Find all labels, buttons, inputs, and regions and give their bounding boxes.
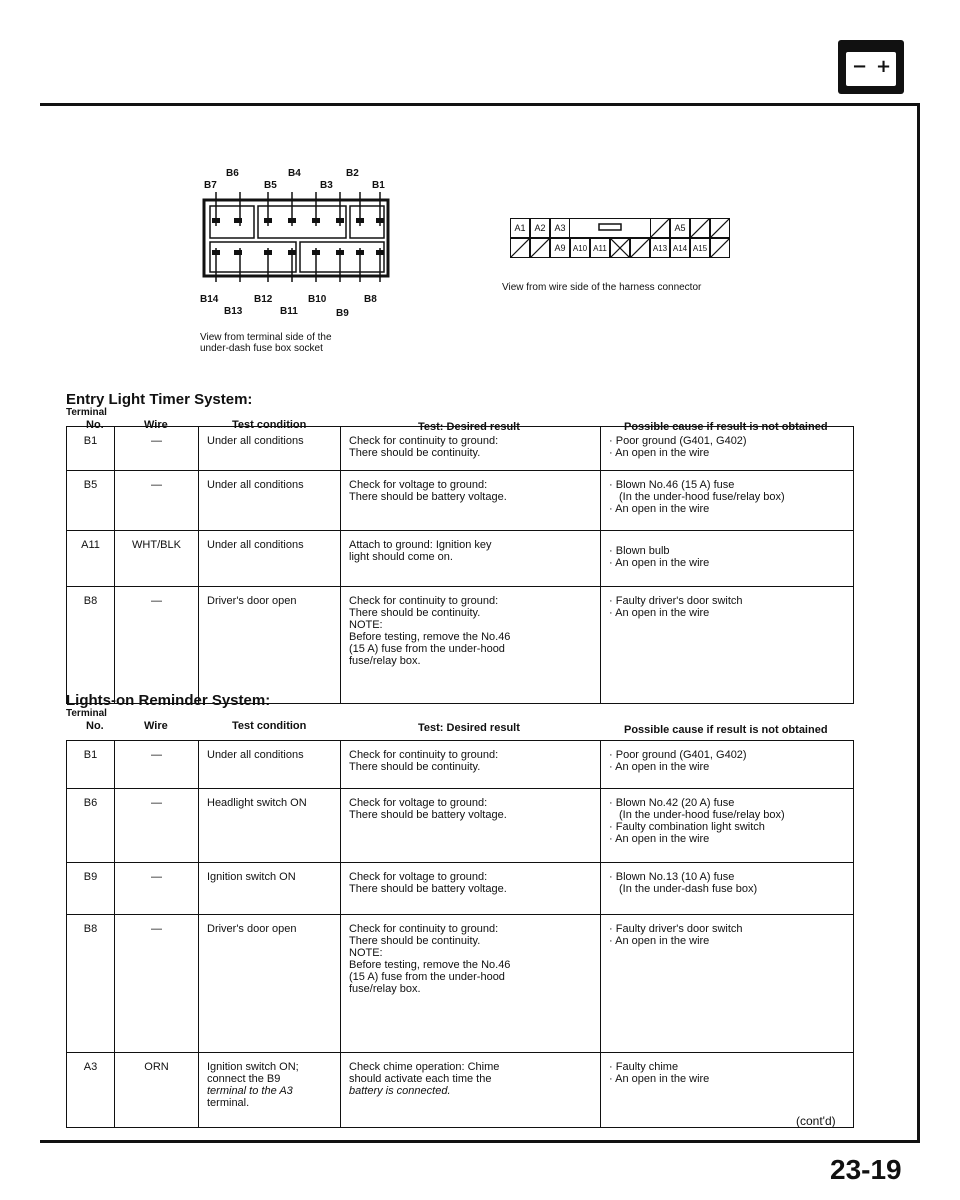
pin-label: B6 xyxy=(226,168,239,179)
pin-label: B9 xyxy=(336,308,349,319)
cell-cause: · Faulty chime · An open in the wire xyxy=(601,1053,853,1127)
table-row xyxy=(67,741,853,789)
cell-condition: Driver's door open xyxy=(199,587,341,703)
plus-icon: + xyxy=(876,56,892,77)
harness-connector-diagram xyxy=(502,218,770,298)
bottom-rule xyxy=(40,1140,920,1143)
cell-no: B1 xyxy=(67,427,115,470)
cell-no: B5 xyxy=(67,471,115,530)
pin-label: B13 xyxy=(224,306,243,317)
latch-icon xyxy=(598,223,622,233)
cell-cause: · Blown bulb · An open in the wire xyxy=(601,531,853,586)
pin-cell: A5 xyxy=(670,218,690,238)
pin-label: B1 xyxy=(372,180,385,191)
minus-icon: − xyxy=(852,56,868,77)
cell-wire: — xyxy=(115,789,199,862)
pin-label: B14 xyxy=(200,294,219,305)
col-no: No. xyxy=(86,419,104,431)
terminal-label: Terminal xyxy=(66,407,107,418)
cell-no: B1 xyxy=(67,741,115,788)
pin-cell: A10 xyxy=(570,238,590,258)
cell-result: Check for voltage to ground: There should be battery voltage. xyxy=(341,789,601,862)
pin-label: B11 xyxy=(280,306,298,317)
pin-label: B4 xyxy=(288,168,301,179)
col-possible-cause: Possible cause if result is not obtained xyxy=(624,421,828,433)
page-number: 23-19 xyxy=(830,1154,902,1185)
fuse-box-connector-diagram xyxy=(196,168,396,358)
col-wire: Wire xyxy=(144,720,168,732)
cell-result: Check for continuity to ground: There should be continuity. xyxy=(341,427,601,470)
table-row xyxy=(67,587,853,703)
pin-label: B2 xyxy=(346,168,359,179)
cell-wire: — xyxy=(115,741,199,788)
cell-condition: Under all conditions xyxy=(199,531,341,586)
col-desired-result: Test: Desired result xyxy=(418,421,520,433)
pin-cell: A11 xyxy=(590,238,610,258)
col-desired-result: Test: Desired result xyxy=(418,722,520,734)
cell-result: Attach to ground: Ignition key light should come on. xyxy=(341,531,601,586)
cell-condition: Under all conditions xyxy=(199,741,341,788)
connector-latch xyxy=(570,218,650,238)
cell-result: Check for voltage to ground: There should be battery voltage. xyxy=(341,471,601,530)
connector-b-body-icon xyxy=(196,192,396,282)
cell-cause: · Faulty driver's door switch · An open in the wire xyxy=(601,587,853,703)
table-row xyxy=(67,471,853,531)
col-test-condition: Test condition xyxy=(232,419,307,431)
cell-wire: — xyxy=(115,587,199,703)
pin-label: B3 xyxy=(320,180,333,191)
table-row xyxy=(67,789,853,863)
cell-cause: · Blown No.13 (10 A) fuse (In the under-dash fuse box) xyxy=(601,863,853,914)
cell-no: B9 xyxy=(67,863,115,914)
cell-no: B8 xyxy=(67,915,115,1052)
cell-wire: — xyxy=(115,427,199,470)
battery-face xyxy=(846,52,896,86)
col-possible-cause: Possible cause if result is not obtained xyxy=(624,724,828,736)
table-row xyxy=(67,915,853,1053)
cell-condition: Ignition switch ON xyxy=(199,863,341,914)
empty-pin-cell xyxy=(630,238,650,258)
empty-pin-cell xyxy=(610,238,630,258)
empty-pin-cell xyxy=(510,238,530,258)
cell-condition: Ignition switch ON; connect the B9 terminal to the A3 terminal. xyxy=(199,1053,341,1127)
section-title: Lights-on Reminder System: xyxy=(66,692,271,709)
table-row xyxy=(67,427,853,471)
table-row xyxy=(67,531,853,587)
cell-wire: ORN xyxy=(115,1053,199,1127)
cell-condition: Headlight switch ON xyxy=(199,789,341,862)
pin-label: B10 xyxy=(308,294,327,305)
table-row xyxy=(67,863,853,915)
cell-no: A3 xyxy=(67,1053,115,1127)
col-test-condition: Test condition xyxy=(232,720,307,732)
pin-cell: A3 xyxy=(550,218,570,238)
right-rule xyxy=(917,103,920,1143)
entry-light-table xyxy=(66,426,854,704)
lights-on-table xyxy=(66,740,854,1128)
cell-condition: Driver's door open xyxy=(199,915,341,1052)
cell-result: Check for continuity to ground: There should be continuity. NOTE: Before testing, remove the No.46 (15 A) fuse from the under-hood fuse/relay box. xyxy=(341,587,601,703)
battery-post-icon xyxy=(850,44,860,52)
cell-no: B6 xyxy=(67,789,115,862)
pin-cell: A13 xyxy=(650,238,670,258)
cell-cause: · Faulty driver's door switch · An open in the wire xyxy=(601,915,853,1052)
terminal-label: Terminal xyxy=(66,708,107,719)
cell-wire: — xyxy=(115,863,199,914)
cell-cause: · Blown No.46 (15 A) fuse (In the under-hood fuse/relay box) · An open in the wire xyxy=(601,471,853,530)
continued-label: (cont'd) xyxy=(796,1114,836,1128)
cell-no: B8 xyxy=(67,587,115,703)
cell-result: Check chime operation: Chime should activate each time the battery is connected. xyxy=(341,1053,601,1127)
cell-cause: · Poor ground (G401, G402) · An open in the wire xyxy=(601,741,853,788)
empty-pin-cell xyxy=(650,218,670,238)
top-rule xyxy=(40,103,920,106)
battery-icon xyxy=(838,40,904,94)
cell-cause: · Blown No.42 (20 A) fuse (In the under-hood fuse/relay box) · Faulty combination light switch · An open in the wire xyxy=(601,789,853,862)
pin-cell: A14 xyxy=(670,238,690,258)
empty-pin-cell xyxy=(530,238,550,258)
pin-label: B7 xyxy=(204,180,217,191)
cell-condition: Under all conditions xyxy=(199,427,341,470)
table-row xyxy=(67,1053,853,1127)
cell-result: Check for continuity to ground: There should be continuity. xyxy=(341,741,601,788)
pin-cell: A2 xyxy=(530,218,550,238)
cell-result: Check for continuity to ground: There should be continuity. NOTE: Before testing, remove the No.46 (15 A) fuse from the under-hood fuse/relay box. xyxy=(341,915,601,1052)
pin-label: B12 xyxy=(254,294,273,305)
cell-wire: — xyxy=(115,915,199,1052)
cell-result: Check for voltage to ground: There should be battery voltage. xyxy=(341,863,601,914)
cell-wire: — xyxy=(115,471,199,530)
pin-cell: A1 xyxy=(510,218,530,238)
pin-cell: A9 xyxy=(550,238,570,258)
cell-condition: Under all conditions xyxy=(199,471,341,530)
empty-pin-cell xyxy=(710,238,730,258)
col-no: No. xyxy=(86,720,104,732)
pin-label: B5 xyxy=(264,180,277,191)
empty-pin-cell xyxy=(710,218,730,238)
empty-pin-cell xyxy=(690,218,710,238)
pin-label: B8 xyxy=(364,294,377,305)
battery-post-icon xyxy=(882,44,892,52)
cell-wire: WHT/BLK xyxy=(115,531,199,586)
cell-cause: · Poor ground (G401, G402) · An open in the wire xyxy=(601,427,853,470)
connector-b-caption: View from terminal side of the under-dash fuse box socket xyxy=(200,332,332,354)
cell-no: A11 xyxy=(67,531,115,586)
col-wire: Wire xyxy=(144,419,168,431)
section-title: Entry Light Timer System: xyxy=(66,391,253,408)
pin-cell: A15 xyxy=(690,238,710,258)
connector-a-caption: View from wire side of the harness connector xyxy=(502,282,702,293)
